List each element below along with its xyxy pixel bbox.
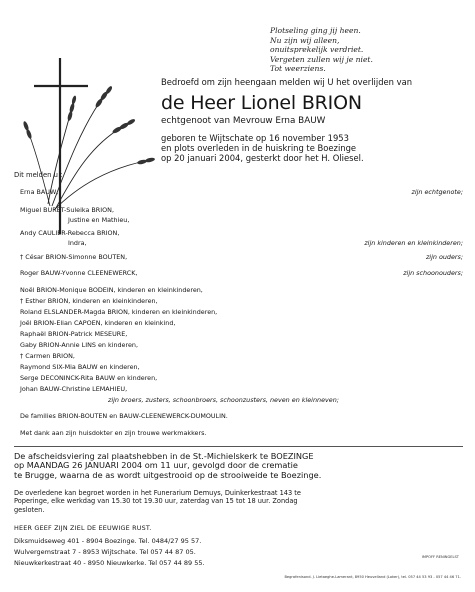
mourner-name: Noël BRION-Monique BODEIN, kinderen en kleinkinderen, bbox=[20, 286, 203, 294]
divider bbox=[14, 446, 463, 447]
poem-line: Nu zijn wij alleen, bbox=[270, 35, 340, 45]
service-line: te Brugge, waarna de as wordt uitgestrooid op de strooiweide te Boezinge. bbox=[14, 469, 322, 480]
mourner-name: Erna BAUW, bbox=[20, 188, 59, 196]
mourner-name: Andy CAULIER-Rebecca BRION, bbox=[20, 229, 120, 237]
mourners-intro: Dit melden u : bbox=[14, 171, 63, 179]
mourner-name: Indra, bbox=[68, 239, 87, 247]
info-line: op 20 januari 2004, gesterkt door het H. Oliesel. bbox=[161, 153, 364, 164]
thanks-line: Met dank aan zijn huisdokter en zijn trouwe werkmakkers. bbox=[20, 429, 207, 437]
address-line: Nieuwkerkestraat 40 - 8950 Nieuwkerke. Tel 057 44 89 55. bbox=[14, 559, 205, 567]
service-line: De afscheidsviering zal plaatshebben in de St.-Michielskerk te BOEZINGE bbox=[14, 451, 314, 461]
mourner-name: Roger BAUW-Yvonne CLEENEWERCK, bbox=[20, 269, 138, 277]
spouse-line: echtgenoot van Mevrouw Erna BAUW bbox=[161, 116, 326, 126]
poem-line: Vergeten zullen wij je niet. bbox=[270, 54, 373, 64]
mourner-name: Raymond SIX-Mia BAUW en kinderen, bbox=[20, 363, 140, 371]
mourner-name: Miguel BURET-Suleika BRION, bbox=[20, 206, 114, 214]
poem-line: Tot weerziens. bbox=[270, 64, 326, 74]
undertaker-credit: Begrafenisond. J. Lietaeghe-Lamerant, 8950 Heuvelland (Loker), tel. 057 44 53 93 - 057 44 46 71. bbox=[284, 575, 461, 579]
mourner-name: † Esther BRION, kinderen en kleinkinderen, bbox=[20, 297, 158, 305]
relation-label: zijn echtgenote; bbox=[411, 188, 463, 196]
intro-text: Bedroefd om zijn heengaan melden wij U het overlijden van bbox=[161, 77, 413, 87]
mourner-name: Justine en Mathieu, bbox=[68, 216, 130, 224]
info-line: geboren te Wijtschate op 16 november 1953 bbox=[161, 133, 349, 143]
poem-line: onuitsprekelijk verdriet. bbox=[270, 45, 364, 55]
mourner-name: † Carmen BRION, bbox=[20, 352, 75, 360]
poem-line: Plotseling ging jij heen. bbox=[270, 26, 361, 35]
relation-label: zijn schoonouders; bbox=[403, 269, 463, 277]
relation-label: zijn ouders; bbox=[425, 253, 463, 261]
prayer-line: HEER GEEF ZIJN ZIEL DE EEUWIGE RUST. bbox=[14, 524, 152, 532]
mourner-name: Roland ELSLANDER-Magda BRION, kinderen en kleinkinderen, bbox=[20, 308, 218, 316]
address-line: Diksmuidseweg 401 - 8904 Boezinge. Tel. 0484/27 95 57. bbox=[14, 537, 202, 545]
visitation-info bbox=[14, 489, 301, 514]
address-line: Wulvergemstraat 7 - 8953 Wijtschate. Tel 057 44 87 05. bbox=[14, 548, 196, 556]
mourner-name: Johan BAUW-Christine LEMAHIEU, bbox=[20, 385, 128, 393]
deceased-name: de Heer Lionel BRION bbox=[161, 92, 362, 114]
service-line: op MAANDAG 26 JANUARI 2004 om 11 uur, gevolgd door de crematie bbox=[14, 460, 298, 471]
relation-label: zijn broers, zusters, schoonbroers, schoonzusters, neven en kleinneven; bbox=[108, 396, 339, 404]
printer-credit: IMPOFF RENINGELST bbox=[421, 555, 459, 559]
mourner-name: † César BRION-Simonne BOUTEN, bbox=[20, 253, 128, 261]
info-line: en plots overleden in de huiskring te Boezinge bbox=[161, 143, 357, 154]
visit-line: Poperinge, elke werkdag van 15.30 tot 19.30 uur, zaterdag van 15 tot 18 uur. Zondag bbox=[14, 497, 298, 506]
visit-line: De overledene kan begroet worden in het Funerarium Demuys, Duinkerkestraat 143 te bbox=[14, 489, 301, 497]
poem bbox=[270, 26, 460, 74]
mourner-name: Joël BRION-Elian CAPOEN, kinderen en kleinkind, bbox=[20, 319, 176, 327]
visit-line: gesloten. bbox=[14, 505, 45, 514]
birth-death-info bbox=[161, 133, 364, 164]
relation-label: zijn kinderen en kleinkinderen; bbox=[364, 239, 463, 247]
mourner-name: Serge DECONINCK-Rita BAUW en kinderen, bbox=[20, 374, 158, 382]
mourner-name: Gaby BRION-Annie LINS en kinderen, bbox=[20, 341, 138, 349]
mourner-name: Raphaël BRION-Patrick MESEURE, bbox=[20, 330, 128, 338]
families-line: De families BRION-BOUTEN en BAUW-CLEENEWERCK-DUMOULIN. bbox=[20, 412, 228, 420]
service-info bbox=[14, 452, 466, 480]
